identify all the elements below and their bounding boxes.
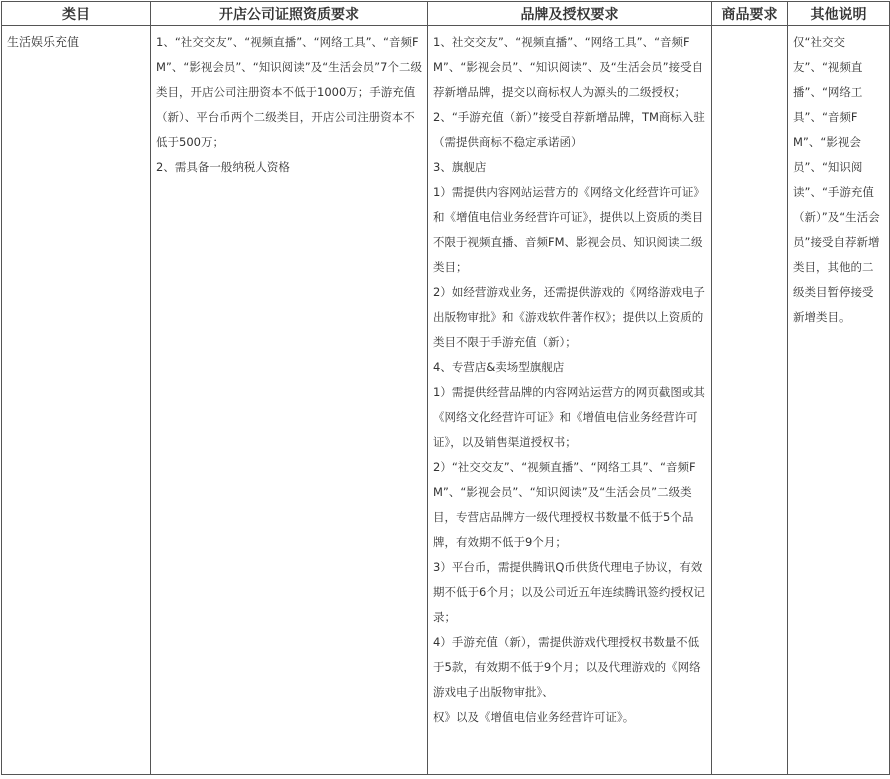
brand-item: 4）手游充值（新），需提供游戏代理授权书数量不低于5款，有效期不低于9个月；以及代理游戏的《网络游戏电子出版物审批》、 — [433, 635, 701, 699]
company-cell — [151, 26, 428, 775]
brand-item: 权》以及《增值电信业务经营许可证》。 — [433, 710, 635, 724]
brand-cell — [428, 26, 712, 775]
category-cell: 生活娱乐充值 — [2, 26, 151, 775]
table-row — [2, 26, 890, 775]
brand-item: 2）如经营游戏业务，还需提供游戏的《网络游戏电子出版物审批》和《游戏软件著作权》；提供以上资质的类目不限于手游充值（新）； — [433, 285, 705, 349]
brand-item: 1、社交交友”、“视频直播”、“网络工具”、“音频FM”、“影视会员”、“知识阅读”、及“生活会员”接受自荐新增品牌，提交以商标权人为源头的二级授权； — [433, 35, 704, 99]
header-row — [2, 2, 890, 26]
requirements-table — [1, 1, 890, 775]
other-cell: 仅“社交交友”、“视频直播”、“网络工具”、“音频FM”、“影视会员”、“知识阅读”、“手游充值（新）”及“生活会员”接受自荐新增类目，其他的二级类目暂停接受新增类目。 — [788, 26, 890, 775]
brand-item: 2、“手游充值（新）”接受自荐新增品牌，TM商标入驻（需提供商标不稳定承诺函） — [433, 110, 705, 149]
brand-item: 1）需提供内容网站运营方的《网络文化经营许可证》和《增值电信业务经营许可证》，提供以上资质的类目不限于视频直播、音频FM、影视会员、知识阅读二级类目； — [433, 185, 705, 274]
header-product-requirement: 商品要求 — [712, 2, 788, 26]
header-brand-authorization: 品牌及授权要求 — [428, 2, 712, 26]
brand-item: 1）需提供经营品牌的内容网站运营方的网页截图或其《网络文化经营许可证》和《增值电信业务经营许可证》，以及销售渠道授权书； — [433, 385, 705, 449]
header-other-notes: 其他说明 — [788, 2, 890, 26]
brand-item: 2）“社交交友”、“视频直播”、“网络工具”、“音频FM”、“影视会员”、“知识阅读”及“生活会员”二级类目，专营店品牌方一级代理授权书数量不低于5个品牌，有效期不低于9个月； — [433, 460, 696, 549]
brand-item: 3、旗舰店 — [433, 160, 487, 174]
header-company-qualification: 开店公司证照资质要求 — [151, 2, 428, 26]
brand-item: 3）平台币，需提供腾讯Q币供货代理电子协议，有效期不低于6个月；以及公司近五年连续腾讯签约授权记录； — [433, 560, 705, 624]
company-item: 1、“社交交友”、“视频直播”、“网络工具”、“音频FM”、“影视会员”、“知识阅读”及“生活会员”7个二级类目，开店公司注册资本不低于1000万；手游充值（新）、平台币两个二级类目，开店公司注册资本不低于500万； — [156, 35, 422, 149]
header-category: 类目 — [2, 2, 151, 26]
company-item: 2、需具备一般纳税人资格 — [156, 160, 290, 174]
product-cell — [712, 26, 788, 775]
brand-item: 4、专营店&卖场型旗舰店 — [433, 360, 565, 374]
